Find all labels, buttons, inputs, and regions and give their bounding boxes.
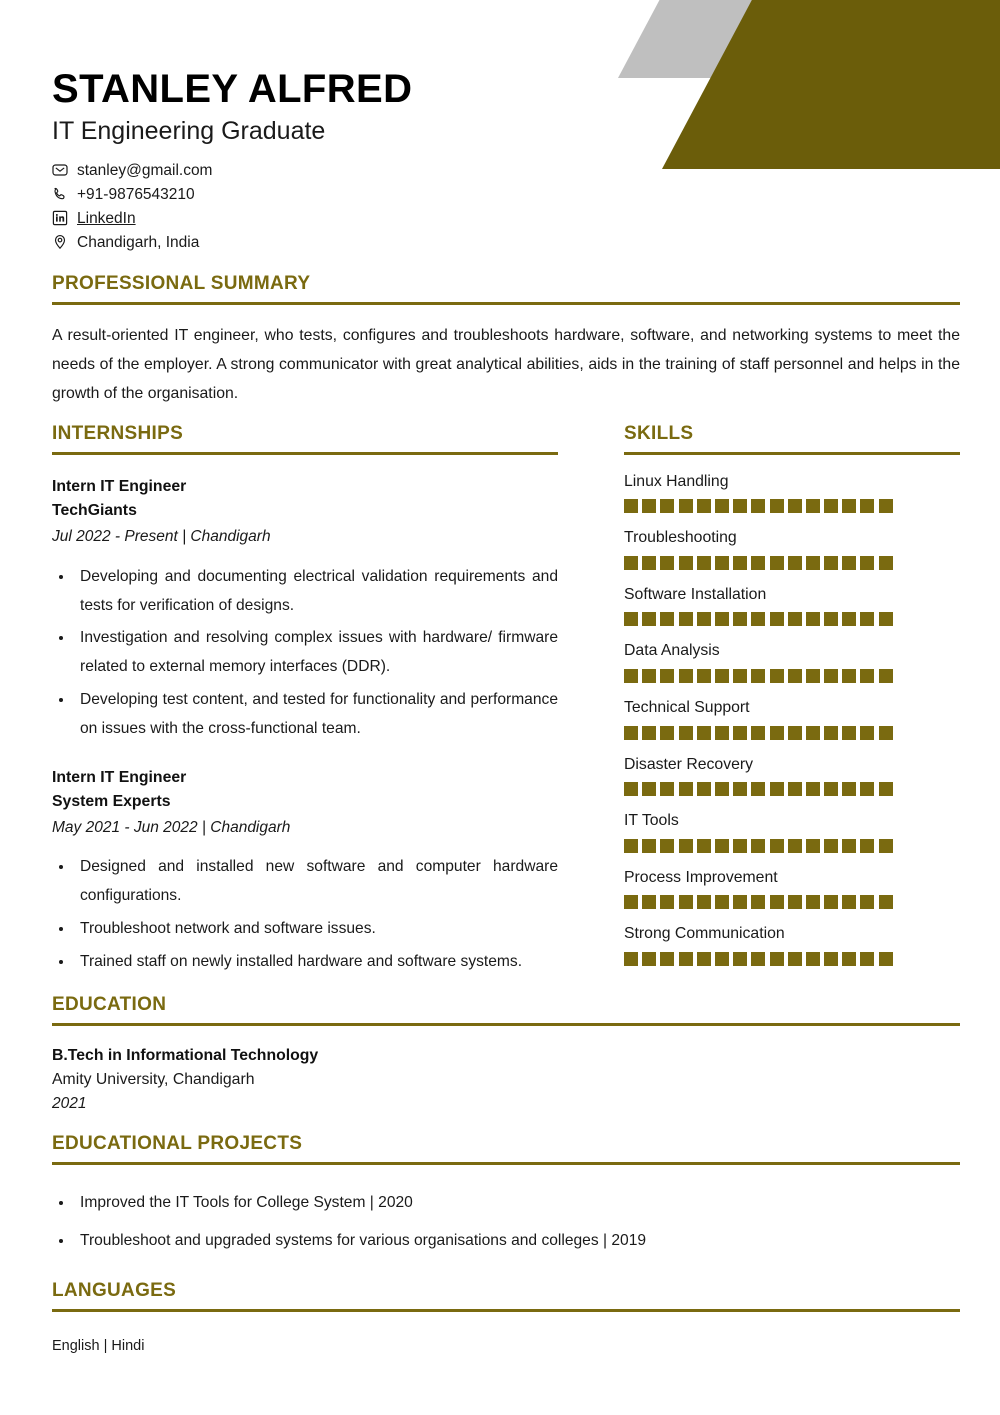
section-internships bbox=[52, 424, 558, 981]
section-divider bbox=[52, 1309, 960, 1312]
skill-level-block bbox=[824, 782, 838, 796]
section-heading-projects: EDUCATIONAL PROJECTS bbox=[52, 1133, 303, 1154]
skill-level-block bbox=[624, 952, 638, 966]
skill-level-block bbox=[697, 556, 711, 570]
section-divider bbox=[52, 1162, 960, 1165]
skill-level-block bbox=[788, 952, 802, 966]
skill-level-block bbox=[624, 839, 638, 853]
skill-level-block bbox=[733, 952, 747, 966]
skill-level-block bbox=[679, 782, 693, 796]
skill-level-block bbox=[733, 612, 747, 626]
skill-level-block bbox=[842, 612, 856, 626]
contact-phone-text: +91-9876543210 bbox=[77, 185, 195, 203]
skill-level-block bbox=[715, 839, 729, 853]
skill-level-block bbox=[806, 839, 820, 853]
skill-level-block bbox=[806, 499, 820, 513]
contact-linkedin-text[interactable]: LinkedIn bbox=[77, 209, 136, 227]
section-education bbox=[52, 995, 960, 1116]
skill-level-block bbox=[660, 499, 674, 513]
skill-level-block bbox=[824, 556, 838, 570]
list-item: • Troubleshoot network and software issues. bbox=[74, 915, 558, 944]
skill-name: Linux Handling bbox=[624, 472, 729, 490]
skill-level-block bbox=[770, 556, 784, 570]
skill-level-block bbox=[806, 669, 820, 683]
skill-level-block bbox=[770, 612, 784, 626]
list-item: • Developing and documenting electrical validation requirements and tests for verification of designs. bbox=[74, 563, 558, 621]
skill-level-bar bbox=[624, 499, 960, 513]
internship-company: System Experts bbox=[52, 793, 171, 811]
skill-level-block bbox=[679, 612, 693, 626]
skill-level-block bbox=[697, 782, 711, 796]
skill-level-block bbox=[879, 556, 893, 570]
skill-level-block bbox=[733, 782, 747, 796]
skill-level-block bbox=[733, 499, 747, 513]
skill-level-block bbox=[751, 726, 765, 740]
skill-level-block bbox=[806, 952, 820, 966]
skill-item bbox=[624, 585, 960, 627]
skill-level-block bbox=[660, 839, 674, 853]
skill-name: Data Analysis bbox=[624, 642, 720, 660]
section-divider bbox=[52, 1023, 960, 1026]
internship-entry bbox=[52, 766, 558, 977]
skill-level-block bbox=[715, 499, 729, 513]
skill-level-block bbox=[842, 499, 856, 513]
skill-level-block bbox=[824, 839, 838, 853]
skill-level-block bbox=[660, 612, 674, 626]
skill-level-block bbox=[770, 782, 784, 796]
skill-level-block bbox=[679, 895, 693, 909]
internship-title: Intern IT Engineer bbox=[52, 477, 187, 495]
skill-level-block bbox=[860, 726, 874, 740]
skill-level-block bbox=[879, 499, 893, 513]
skill-level-block bbox=[860, 556, 874, 570]
section-heading-summary: PROFESSIONAL SUMMARY bbox=[52, 273, 311, 294]
skill-level-block bbox=[842, 839, 856, 853]
skill-level-block bbox=[715, 782, 729, 796]
skill-name: Software Installation bbox=[624, 585, 767, 603]
skill-level-block bbox=[879, 782, 893, 796]
skill-level-bar bbox=[624, 782, 960, 796]
skill-level-block bbox=[642, 499, 656, 513]
skill-level-block bbox=[879, 612, 893, 626]
skill-level-block bbox=[824, 895, 838, 909]
skill-name: Technical Support bbox=[624, 699, 750, 717]
skill-level-block bbox=[879, 895, 893, 909]
skill-level-block bbox=[824, 612, 838, 626]
list-item: • Troubleshoot and upgraded systems for various organisations and colleges | 2019 bbox=[74, 1229, 960, 1254]
list-item: • Designed and installed new software and computer hardware configurations. bbox=[74, 853, 558, 911]
skill-level-block bbox=[624, 895, 638, 909]
section-skills bbox=[624, 424, 960, 966]
skill-level-block bbox=[751, 952, 765, 966]
languages-text: English | Hindi bbox=[52, 1337, 145, 1354]
skill-level-block bbox=[715, 726, 729, 740]
location-pin-icon bbox=[52, 234, 68, 250]
section-educational-projects bbox=[52, 1134, 960, 1267]
education-degree: B.Tech in Informational Technology bbox=[52, 1046, 319, 1064]
skill-level-block bbox=[788, 612, 802, 626]
section-heading-languages: LANGUAGES bbox=[52, 1280, 177, 1301]
gray-parallelogram-shape bbox=[618, 0, 811, 78]
skill-level-block bbox=[806, 612, 820, 626]
skill-level-block bbox=[860, 612, 874, 626]
skill-level-block bbox=[715, 895, 729, 909]
skill-level-block bbox=[751, 499, 765, 513]
internship-meta: May 2021 - Jun 2022 | Chandigarh bbox=[52, 818, 291, 836]
skill-level-block bbox=[751, 556, 765, 570]
phone-icon bbox=[52, 186, 68, 202]
skill-level-block bbox=[788, 556, 802, 570]
skill-level-block bbox=[715, 612, 729, 626]
list-item: • Improved the IT Tools for College System | 2020 bbox=[74, 1191, 960, 1216]
skill-item bbox=[624, 811, 960, 853]
skill-level-block bbox=[879, 726, 893, 740]
contact-list bbox=[52, 158, 612, 254]
skill-level-block bbox=[751, 612, 765, 626]
section-heading-education: EDUCATION bbox=[52, 994, 167, 1015]
resume-header bbox=[52, 68, 612, 254]
skill-level-block bbox=[679, 669, 693, 683]
skill-level-block bbox=[824, 952, 838, 966]
skill-level-block bbox=[660, 726, 674, 740]
skill-level-block bbox=[679, 499, 693, 513]
skill-level-block bbox=[679, 839, 693, 853]
skill-level-block bbox=[733, 895, 747, 909]
list-item: • Investigation and resolving complex issues with hardware/ firmware related to external memory interfaces (DDR). bbox=[74, 624, 558, 682]
skill-level-bar bbox=[624, 556, 960, 570]
internship-bullets bbox=[52, 853, 558, 976]
skill-level-block bbox=[770, 839, 784, 853]
skill-level-block bbox=[679, 556, 693, 570]
skill-level-block bbox=[842, 726, 856, 740]
contact-email-text: stanley@gmail.com bbox=[77, 161, 213, 179]
skill-level-block bbox=[660, 895, 674, 909]
contact-location bbox=[52, 230, 612, 254]
skill-name: Disaster Recovery bbox=[624, 755, 754, 773]
skill-level-block bbox=[642, 782, 656, 796]
skill-level-block bbox=[642, 612, 656, 626]
skill-level-block bbox=[842, 782, 856, 796]
skill-level-block bbox=[788, 839, 802, 853]
contact-location-text: Chandigarh, India bbox=[77, 233, 200, 251]
skill-level-block bbox=[806, 726, 820, 740]
header-decoration bbox=[600, 0, 1000, 200]
skill-level-block bbox=[788, 499, 802, 513]
skill-level-block bbox=[679, 952, 693, 966]
skill-level-block bbox=[879, 669, 893, 683]
skill-level-bar bbox=[624, 839, 960, 853]
list-item: • Developing test content, and tested for functionality and performance on issues with the cross-functional team. bbox=[74, 686, 558, 744]
skill-name: Strong Communication bbox=[624, 925, 785, 943]
skill-item bbox=[624, 868, 960, 910]
skill-level-block bbox=[733, 726, 747, 740]
skill-level-block bbox=[624, 669, 638, 683]
candidate-name: STANLEY ALFRED bbox=[52, 67, 413, 111]
section-divider bbox=[52, 302, 960, 305]
skill-level-block bbox=[770, 895, 784, 909]
skill-level-block bbox=[751, 839, 765, 853]
skill-level-block bbox=[751, 895, 765, 909]
skill-item bbox=[624, 755, 960, 797]
skill-level-block bbox=[788, 895, 802, 909]
section-heading-skills: SKILLS bbox=[624, 423, 694, 444]
skill-level-block bbox=[806, 782, 820, 796]
skill-level-block bbox=[842, 952, 856, 966]
skill-level-block bbox=[642, 669, 656, 683]
skill-level-block bbox=[697, 499, 711, 513]
contact-email bbox=[52, 158, 612, 182]
skill-level-block bbox=[788, 782, 802, 796]
skill-level-block bbox=[788, 726, 802, 740]
skill-level-block bbox=[860, 669, 874, 683]
skill-level-block bbox=[824, 669, 838, 683]
contact-phone bbox=[52, 182, 612, 206]
skill-item bbox=[624, 698, 960, 740]
skill-level-block bbox=[788, 669, 802, 683]
skill-level-bar bbox=[624, 726, 960, 740]
list-item: • Trained staff on newly installed hardware and software systems. bbox=[74, 948, 558, 977]
skill-level-block bbox=[624, 556, 638, 570]
skill-level-block bbox=[697, 895, 711, 909]
skill-level-block bbox=[824, 726, 838, 740]
skill-level-block bbox=[879, 839, 893, 853]
projects-list bbox=[52, 1191, 960, 1254]
skill-item bbox=[624, 528, 960, 570]
education-school: Amity University, Chandigarh bbox=[52, 1070, 255, 1088]
skill-level-block bbox=[642, 726, 656, 740]
skill-level-block bbox=[697, 669, 711, 683]
section-divider bbox=[52, 452, 558, 455]
skill-level-block bbox=[860, 839, 874, 853]
skill-level-block bbox=[842, 669, 856, 683]
skill-level-block bbox=[770, 669, 784, 683]
skill-name: IT Tools bbox=[624, 812, 679, 830]
skill-name: Process Improvement bbox=[624, 868, 778, 886]
skill-level-bar bbox=[624, 612, 960, 626]
skill-level-block bbox=[733, 556, 747, 570]
skill-level-block bbox=[842, 895, 856, 909]
skill-level-bar bbox=[624, 895, 960, 909]
candidate-role: IT Engineering Graduate bbox=[52, 117, 326, 146]
skill-level-block bbox=[697, 612, 711, 626]
skill-level-block bbox=[715, 669, 729, 683]
skill-level-block bbox=[660, 556, 674, 570]
skill-item bbox=[624, 641, 960, 683]
education-year: 2021 bbox=[52, 1095, 87, 1113]
internship-entry bbox=[52, 475, 558, 744]
section-professional-summary bbox=[52, 274, 960, 409]
skill-level-block bbox=[770, 726, 784, 740]
skill-level-block bbox=[679, 726, 693, 740]
skill-level-block bbox=[715, 952, 729, 966]
section-divider bbox=[624, 452, 960, 455]
skill-name: Troubleshooting bbox=[624, 529, 737, 547]
skill-level-block bbox=[697, 839, 711, 853]
skill-item bbox=[624, 472, 960, 514]
skill-level-block bbox=[642, 952, 656, 966]
skill-level-block bbox=[860, 782, 874, 796]
skill-level-bar bbox=[624, 952, 960, 966]
skill-level-block bbox=[860, 952, 874, 966]
skill-level-bar bbox=[624, 669, 960, 683]
skill-level-block bbox=[806, 556, 820, 570]
skill-level-block bbox=[770, 499, 784, 513]
skill-level-block bbox=[642, 556, 656, 570]
skill-item bbox=[624, 924, 960, 966]
skill-level-block bbox=[697, 726, 711, 740]
skill-level-block bbox=[842, 556, 856, 570]
skill-level-block bbox=[624, 499, 638, 513]
olive-parallelogram-shape bbox=[662, 0, 1000, 169]
skill-level-block bbox=[824, 499, 838, 513]
skill-level-block bbox=[860, 499, 874, 513]
linkedin-icon bbox=[52, 210, 68, 226]
skill-level-block bbox=[879, 952, 893, 966]
section-languages bbox=[52, 1281, 960, 1356]
skill-level-block bbox=[624, 782, 638, 796]
skill-level-block bbox=[770, 952, 784, 966]
skill-level-block bbox=[642, 839, 656, 853]
skill-level-block bbox=[642, 895, 656, 909]
skill-level-block bbox=[660, 952, 674, 966]
contact-linkedin[interactable] bbox=[52, 206, 612, 230]
internship-meta: Jul 2022 - Present | Chandigarh bbox=[52, 527, 271, 545]
skills-list bbox=[624, 472, 960, 966]
skill-level-block bbox=[715, 556, 729, 570]
skill-level-block bbox=[624, 612, 638, 626]
skill-level-block bbox=[751, 669, 765, 683]
section-heading-internships: INTERNSHIPS bbox=[52, 423, 184, 444]
internship-company: TechGiants bbox=[52, 502, 137, 520]
skill-level-block bbox=[733, 839, 747, 853]
internship-bullets bbox=[52, 563, 558, 744]
skill-level-block bbox=[733, 669, 747, 683]
skill-level-block bbox=[624, 726, 638, 740]
skill-level-block bbox=[806, 895, 820, 909]
summary-text: A result-oriented IT engineer, who tests, configures and troubleshoots hardware, software, and networking systems to meet the needs of the employer. A strong communicator with great analytical abilities, aids in the training of staff personnel and helps in the growth of the organisation. bbox=[52, 326, 960, 403]
skill-level-block bbox=[860, 895, 874, 909]
skill-level-block bbox=[697, 952, 711, 966]
skill-level-block bbox=[660, 669, 674, 683]
skill-level-block bbox=[751, 782, 765, 796]
internship-title: Intern IT Engineer bbox=[52, 768, 187, 786]
skill-level-block bbox=[660, 782, 674, 796]
envelope-icon bbox=[52, 162, 68, 178]
